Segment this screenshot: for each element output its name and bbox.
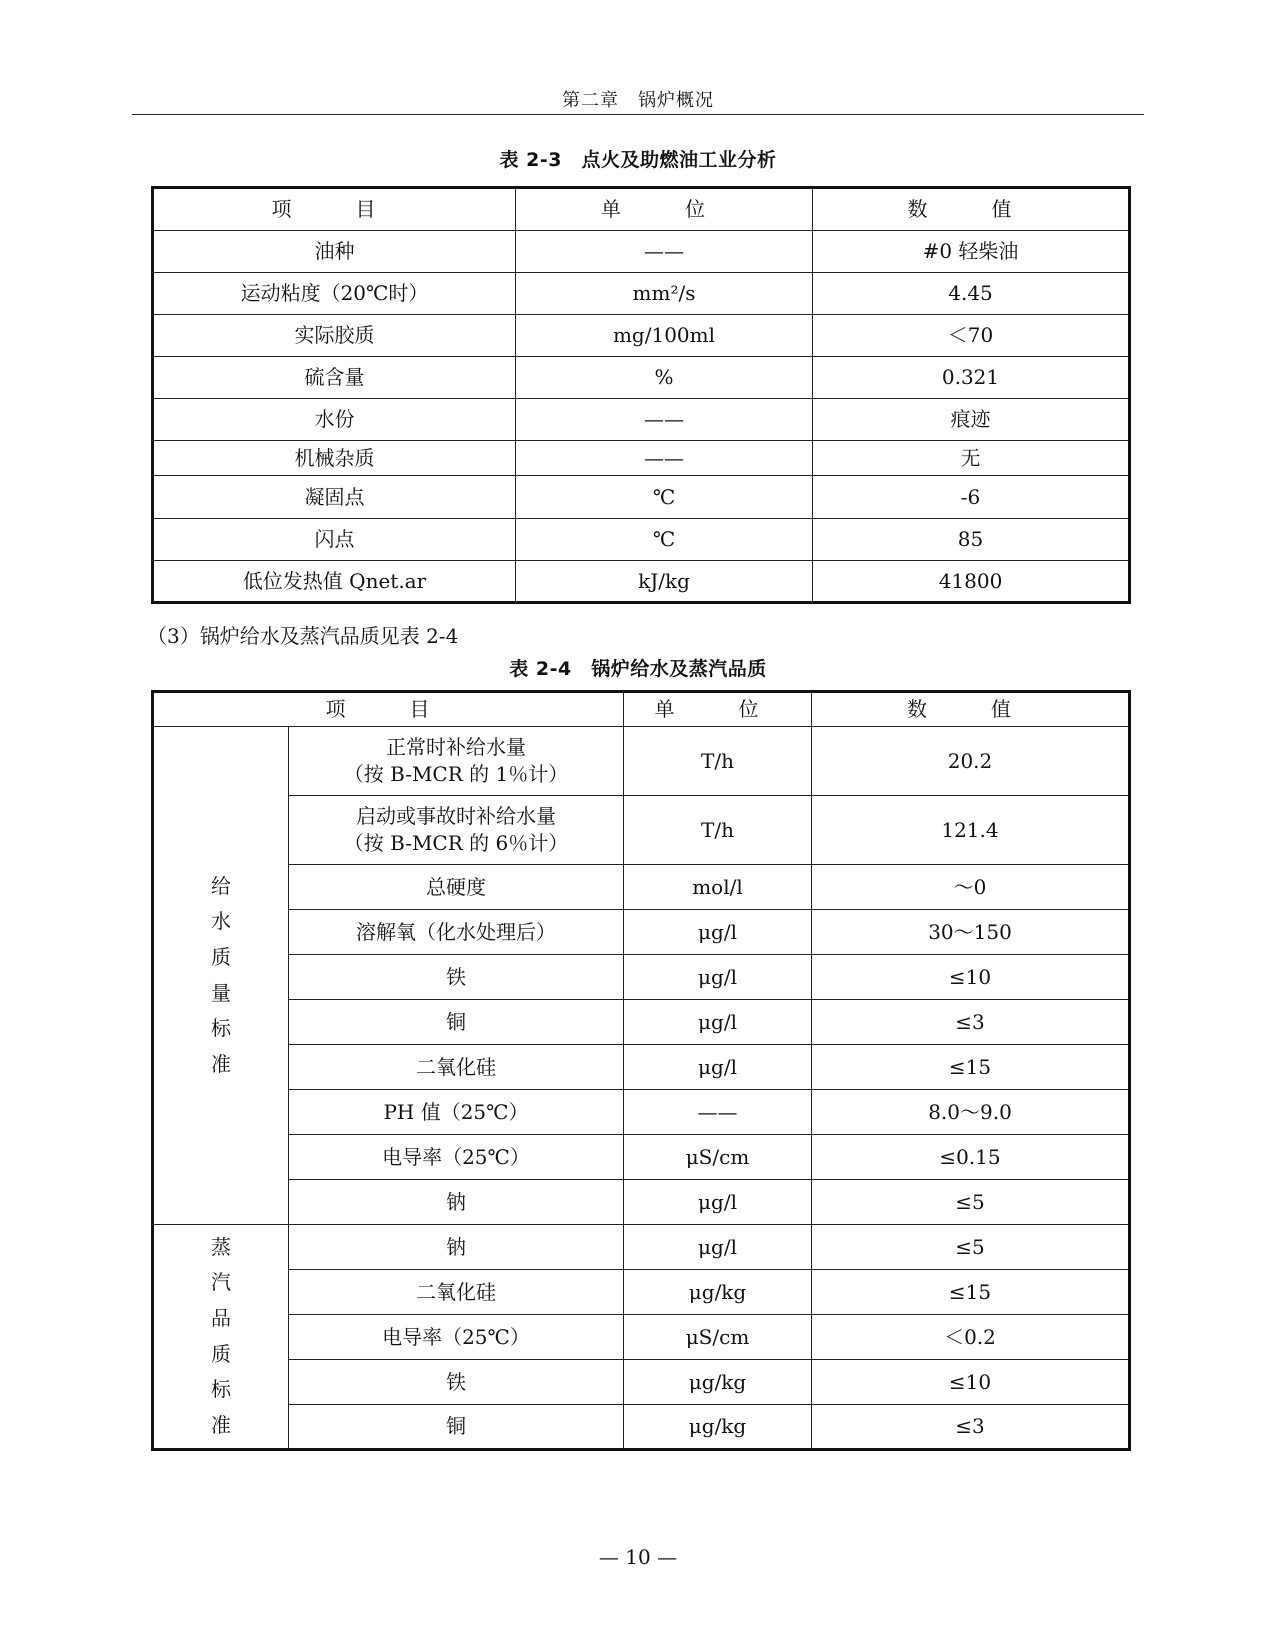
table-row — [153, 441, 1130, 476]
item-cell: 油种 — [153, 231, 516, 273]
table-row — [153, 1225, 1130, 1270]
unit-cell: μg/kg — [624, 1270, 812, 1315]
table-row — [153, 1090, 1130, 1135]
value-cell: 41800 — [813, 561, 1130, 603]
table-row — [153, 273, 1130, 315]
table-row — [153, 231, 1130, 273]
table-row — [153, 1405, 1130, 1450]
unit-cell: ℃ — [516, 476, 813, 519]
unit-cell: μS/cm — [624, 1315, 812, 1360]
item-cell: 溶解氧（化水处理后） — [289, 910, 624, 955]
item-cell: 电导率（25℃） — [289, 1315, 624, 1360]
table-row — [153, 1315, 1130, 1360]
unit-cell: μg/l — [624, 1180, 812, 1225]
item-cell: 铁 — [289, 1360, 624, 1405]
table-header-row — [153, 188, 1130, 231]
unit-cell: μg/l — [624, 1225, 812, 1270]
value-cell: 8.0～9.0 — [812, 1090, 1130, 1135]
unit-cell: mm²/s — [516, 273, 813, 315]
item-cell: 钠 — [289, 1225, 624, 1270]
item-cell: 铜 — [289, 1405, 624, 1450]
unit-cell: T/h — [624, 727, 812, 796]
unit-cell: % — [516, 357, 813, 399]
item-cell: 低位发热值 Qnet.ar — [153, 561, 516, 603]
value-cell: 30～150 — [812, 910, 1130, 955]
value-cell: 无 — [813, 441, 1130, 476]
value-cell: 痕迹 — [813, 399, 1130, 441]
value-cell: ≤5 — [812, 1180, 1130, 1225]
item-cell: 凝固点 — [153, 476, 516, 519]
table-2-3 — [151, 186, 1131, 604]
column-header: 单 位 — [624, 692, 812, 727]
column-header: 单 位 — [516, 188, 813, 231]
value-cell: 85 — [813, 519, 1130, 561]
item-cell: 实际胶质 — [153, 315, 516, 357]
page-number: — 10 — — [598, 1545, 678, 1569]
item-cell: 正常时补给水量 （按 B-MCR 的 1％计） — [289, 727, 624, 796]
item-cell: 机械杂质 — [153, 441, 516, 476]
header-rule — [132, 114, 1144, 115]
value-cell: ～0 — [812, 865, 1130, 910]
unit-cell: μg/l — [624, 1045, 812, 1090]
table-row — [153, 357, 1130, 399]
table-row — [153, 1045, 1130, 1090]
column-header: 数 值 — [813, 188, 1130, 231]
column-header: 项 目 — [153, 692, 624, 727]
value-cell: ≤3 — [812, 1405, 1130, 1450]
item-cell: 二氧化硅 — [289, 1270, 624, 1315]
group-label: 给水质量标准 — [211, 873, 231, 1076]
chapter-header: 第二章 锅炉概况 — [562, 90, 714, 111]
item-cell: 电导率（25℃） — [289, 1135, 624, 1180]
item-cell: 铜 — [289, 1000, 624, 1045]
table-row — [153, 476, 1130, 519]
unit-cell: μg/kg — [624, 1360, 812, 1405]
unit-cell: μg/l — [624, 955, 812, 1000]
table-header-row — [153, 692, 1130, 727]
table-row — [153, 796, 1130, 865]
section-note: （3）锅炉给水及蒸汽品质见表 2-4 — [147, 624, 459, 648]
column-header: 项 目 — [153, 188, 516, 231]
unit-cell: μS/cm — [624, 1135, 812, 1180]
item-cell: 二氧化硅 — [289, 1045, 624, 1090]
unit-cell: —— — [516, 441, 813, 476]
item-cell: 闪点 — [153, 519, 516, 561]
unit-cell: —— — [624, 1090, 812, 1135]
value-cell: ≤15 — [812, 1270, 1130, 1315]
item-cell: 硫含量 — [153, 357, 516, 399]
table-row — [153, 519, 1130, 561]
value-cell: ＜70 — [813, 315, 1130, 357]
value-cell: 0.321 — [813, 357, 1130, 399]
unit-cell: T/h — [624, 796, 812, 865]
table-row — [153, 1000, 1130, 1045]
unit-cell: μg/kg — [624, 1405, 812, 1450]
table-2-3-caption: 表 2-3 点火及助燃油工业分析 — [499, 149, 777, 171]
unit-cell: —— — [516, 399, 813, 441]
value-cell: 121.4 — [812, 796, 1130, 865]
table-row — [153, 1360, 1130, 1405]
unit-cell: μg/l — [624, 910, 812, 955]
table-row — [153, 1135, 1130, 1180]
unit-cell: mol/l — [624, 865, 812, 910]
group-label: 蒸汽品质标准 — [211, 1234, 231, 1437]
table-row — [153, 315, 1130, 357]
unit-cell: kJ/kg — [516, 561, 813, 603]
item-cell: 水份 — [153, 399, 516, 441]
unit-cell: mg/100ml — [516, 315, 813, 357]
table-row — [153, 955, 1130, 1000]
table-row — [153, 1180, 1130, 1225]
table-row — [153, 910, 1130, 955]
value-cell: -6 — [813, 476, 1130, 519]
table-row — [153, 1270, 1130, 1315]
value-cell: 4.45 — [813, 273, 1130, 315]
table-2-4-caption: 表 2-4 锅炉给水及蒸汽品质 — [509, 658, 767, 680]
group-label-cell — [153, 1225, 289, 1450]
table-row — [153, 561, 1130, 603]
value-cell: ≤10 — [812, 1360, 1130, 1405]
item-cell: 启动或事故时补给水量 （按 B-MCR 的 6％计） — [289, 796, 624, 865]
item-cell: 钠 — [289, 1180, 624, 1225]
value-cell: ≤3 — [812, 1000, 1130, 1045]
item-cell: 运动粘度（20℃时） — [153, 273, 516, 315]
value-cell: ≤15 — [812, 1045, 1130, 1090]
column-header: 数 值 — [812, 692, 1130, 727]
group-label-cell — [153, 727, 289, 1225]
value-cell: ≤10 — [812, 955, 1130, 1000]
value-cell: ≤5 — [812, 1225, 1130, 1270]
unit-cell: μg/l — [624, 1000, 812, 1045]
value-cell: ＜0.2 — [812, 1315, 1130, 1360]
value-cell: ≤0.15 — [812, 1135, 1130, 1180]
unit-cell: —— — [516, 231, 813, 273]
table-row — [153, 865, 1130, 910]
table-2-4 — [151, 690, 1131, 1451]
value-cell: #0 轻柴油 — [813, 231, 1130, 273]
item-cell: 总硬度 — [289, 865, 624, 910]
table-row — [153, 727, 1130, 796]
item-cell: PH 值（25℃） — [289, 1090, 624, 1135]
table-row — [153, 399, 1130, 441]
item-cell: 铁 — [289, 955, 624, 1000]
value-cell: 20.2 — [812, 727, 1130, 796]
unit-cell: ℃ — [516, 519, 813, 561]
